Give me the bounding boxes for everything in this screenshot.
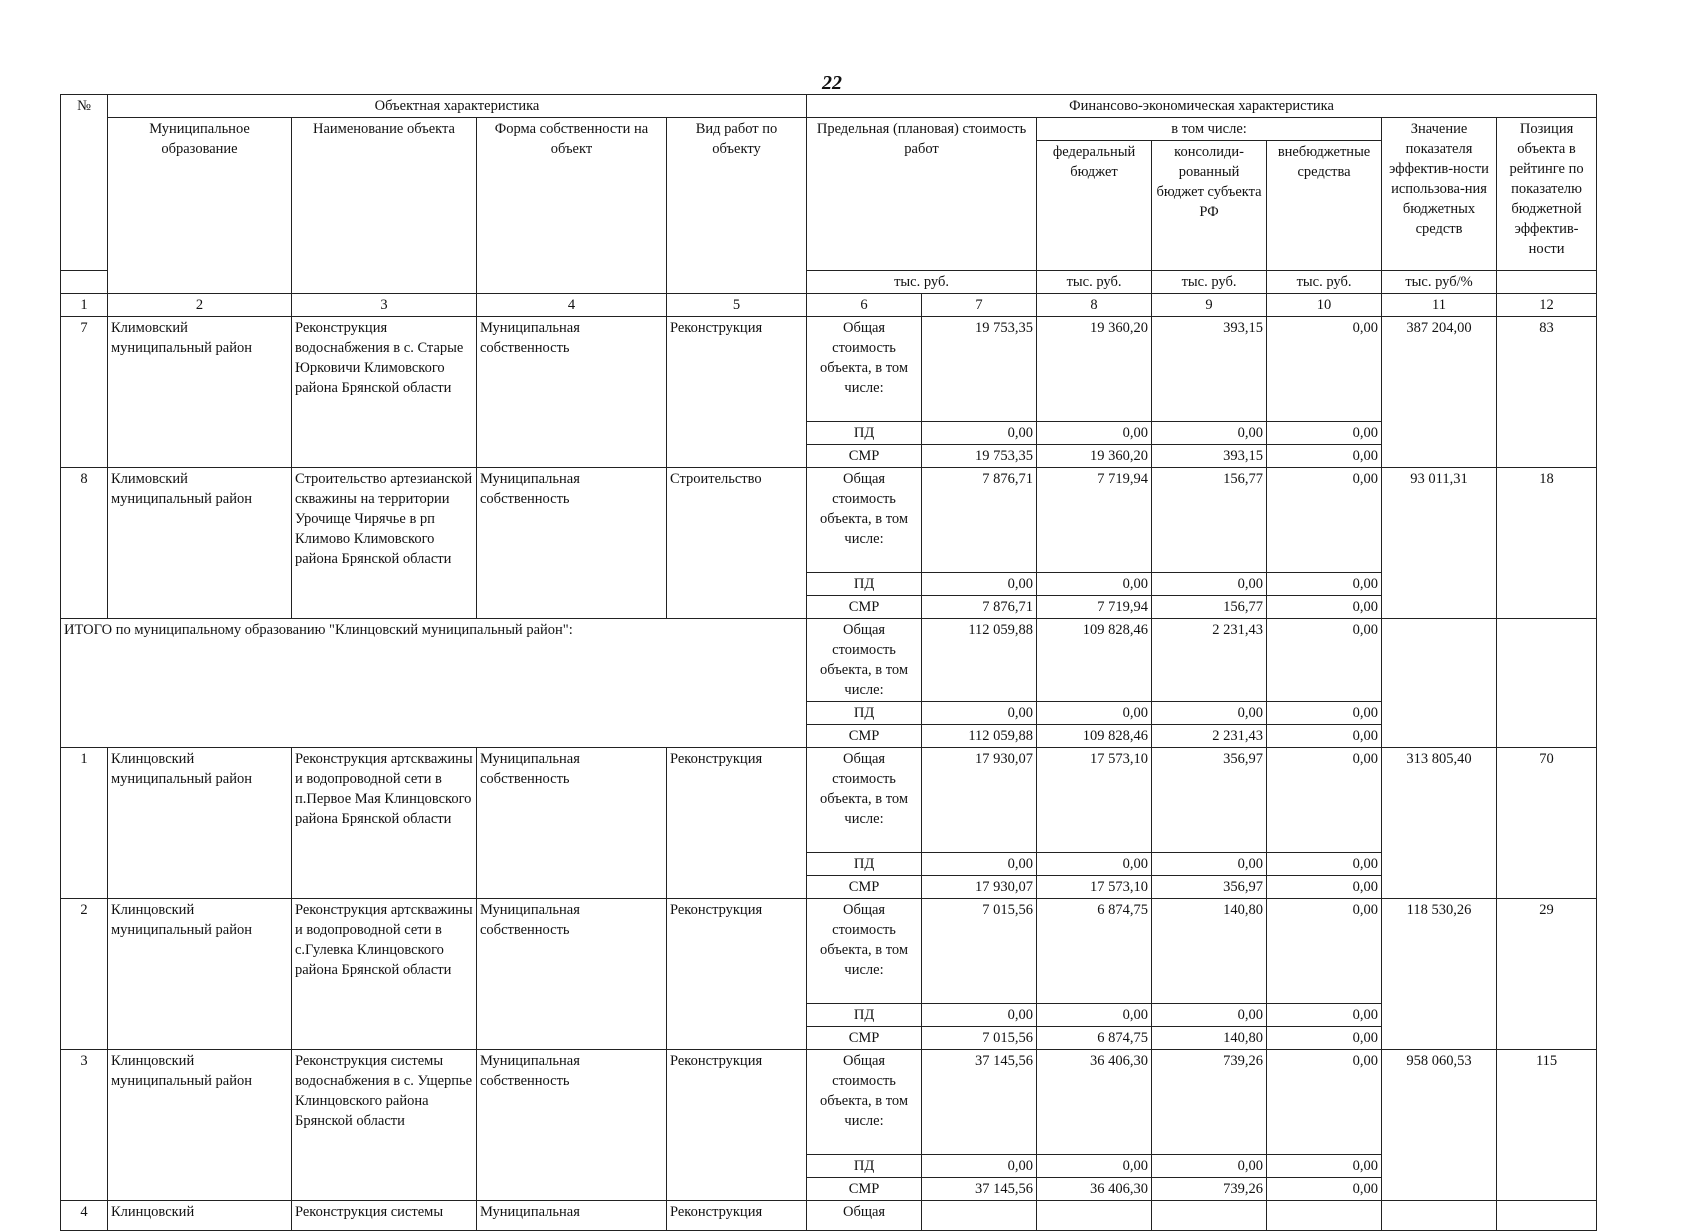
subtotal-smr-value: 2 231,43 — [1152, 725, 1267, 748]
header-financial-characteristics: Финансово-экономическая характеристика — [807, 95, 1597, 118]
smr-value: 37 145,56 — [922, 1178, 1037, 1201]
object-name: Реконструкция водоснабжения в с. Старые Юрковичи Климовского района Брянской области — [292, 317, 477, 468]
header-municipality: Муниципальное образование — [108, 118, 292, 294]
total-value: 0,00 — [1267, 468, 1382, 573]
empty-cell — [922, 1201, 1037, 1231]
total-cost-label: Общая стоимость объекта, в том числе: — [807, 899, 922, 1004]
column-number-row — [61, 294, 1597, 317]
total-value: 7 719,94 — [1037, 468, 1152, 573]
unit-position — [1497, 271, 1597, 294]
table-body-klintsovsky — [61, 748, 1597, 1201]
header-no-continued — [61, 271, 108, 294]
work-type: Реконструкция — [667, 899, 807, 1050]
empty-cell — [1497, 1201, 1597, 1231]
table-row — [61, 899, 1597, 1004]
header-ownership: Форма собственности на объект — [477, 118, 667, 294]
total-value: 0,00 — [1267, 899, 1382, 1004]
smr-value: 0,00 — [1267, 445, 1382, 468]
pd-value: 0,00 — [1037, 853, 1152, 876]
subtotal-total-value: 2 231,43 — [1152, 619, 1267, 702]
smr-value: 7 719,94 — [1037, 596, 1152, 619]
header-federal: федеральный бюджет — [1037, 141, 1152, 271]
col-number: 8 — [1037, 294, 1152, 317]
header-including: в том числе: — [1037, 118, 1382, 141]
subtotal-label: ИТОГО по муниципальному образованию "Клинцовский муниципальный район": — [61, 619, 807, 748]
unit-federal: тыс. руб. — [1037, 271, 1152, 294]
header-consolidated: консолиди-рованный бюджет субъекта РФ — [1152, 141, 1267, 271]
total-value: 393,15 — [1152, 317, 1267, 422]
table-row — [61, 1050, 1597, 1155]
smr-value: 393,15 — [1152, 445, 1267, 468]
header-position: Позиция объекта в рейтинге по показателю бюджетной эффектив-ности — [1497, 118, 1597, 271]
smr-value: 19 360,20 — [1037, 445, 1152, 468]
pd-value: 0,00 — [1152, 573, 1267, 596]
total-cost-label: Общая стоимость объекта, в том числе: — [807, 468, 922, 573]
pd-value: 0,00 — [922, 1004, 1037, 1027]
row-number: 7 — [61, 317, 108, 468]
smr-value: 6 874,75 — [1037, 1027, 1152, 1050]
subtotal-smr-value: 0,00 — [1267, 725, 1382, 748]
ownership: Муниципальная — [477, 1201, 667, 1231]
ownership: Муниципальная собственность — [477, 1050, 667, 1201]
ownership: Муниципальная собственность — [477, 748, 667, 899]
rating-position: 83 — [1497, 317, 1597, 468]
smr-label: СМР — [807, 596, 922, 619]
header-row-2 — [61, 118, 1597, 141]
pd-label: ПД — [807, 853, 922, 876]
total-value: 17 930,07 — [922, 748, 1037, 853]
page-number: 22 — [822, 72, 842, 94]
smr-value: 356,97 — [1152, 876, 1267, 899]
row-number: 3 — [61, 1050, 108, 1201]
subtotal-total-value: 112 059,88 — [922, 619, 1037, 702]
header-object-name: Наименование объекта — [292, 118, 477, 294]
subtotal-efficiency-empty — [1382, 619, 1497, 748]
header-extrabudget: внебюджетные средства — [1267, 141, 1382, 271]
col-number: 10 — [1267, 294, 1382, 317]
pd-value: 0,00 — [1152, 853, 1267, 876]
smr-value: 0,00 — [1267, 1178, 1382, 1201]
total-value: 19 360,20 — [1037, 317, 1152, 422]
pd-value: 0,00 — [1267, 1004, 1382, 1027]
col-number: 11 — [1382, 294, 1497, 317]
total-cost-label: Общая — [807, 1201, 922, 1231]
pd-label: ПД — [807, 573, 922, 596]
total-value: 156,77 — [1152, 468, 1267, 573]
col-number: 5 — [667, 294, 807, 317]
table-row — [61, 317, 1597, 422]
rating-position: 70 — [1497, 748, 1597, 899]
efficiency-value: 958 060,53 — [1382, 1050, 1497, 1201]
smr-value: 36 406,30 — [1037, 1178, 1152, 1201]
municipality: Клинцовский муниципальный район — [108, 748, 292, 899]
smr-value: 156,77 — [1152, 596, 1267, 619]
total-value: 0,00 — [1267, 317, 1382, 422]
total-value: 37 145,56 — [922, 1050, 1037, 1155]
table-body-klimovsky — [61, 317, 1597, 619]
subtotal-smr-value: 109 828,46 — [1037, 725, 1152, 748]
smr-value: 7 015,56 — [922, 1027, 1037, 1050]
smr-value: 0,00 — [1267, 1027, 1382, 1050]
total-value: 19 753,35 — [922, 317, 1037, 422]
work-type: Реконструкция — [667, 317, 807, 468]
table-row — [61, 468, 1597, 573]
pd-value: 0,00 — [922, 422, 1037, 445]
pd-value: 0,00 — [922, 573, 1037, 596]
table-row — [61, 748, 1597, 853]
smr-label: СМР — [807, 725, 922, 748]
subtotal-row — [61, 619, 1597, 702]
smr-label: СМР — [807, 1027, 922, 1050]
total-value: 7 015,56 — [922, 899, 1037, 1004]
pd-value: 0,00 — [1037, 422, 1152, 445]
total-value: 0,00 — [1267, 748, 1382, 853]
object-name: Реконструкция системы водоснабжения в с. Ущерпье Клинцовского района Брянской области — [292, 1050, 477, 1201]
smr-value: 17 573,10 — [1037, 876, 1152, 899]
smr-value: 7 876,71 — [922, 596, 1037, 619]
pd-value: 0,00 — [1037, 573, 1152, 596]
ownership: Муниципальная собственность — [477, 899, 667, 1050]
row-number: 4 — [61, 1201, 108, 1231]
table-row-partial — [61, 1201, 1597, 1231]
col-number: 6 — [807, 294, 922, 317]
work-type: Строительство — [667, 468, 807, 619]
total-cost-label: Общая стоимость объекта, в том числе: — [807, 619, 922, 702]
pd-value: 0,00 — [1267, 1155, 1382, 1178]
smr-value: 140,80 — [1152, 1027, 1267, 1050]
efficiency-value: 387 204,00 — [1382, 317, 1497, 468]
header-row-1 — [61, 95, 1597, 118]
total-value: 6 874,75 — [1037, 899, 1152, 1004]
empty-cell — [1037, 1201, 1152, 1231]
municipality: Клинцовский — [108, 1201, 292, 1231]
header-efficiency: Значение показателя эффектив-ности использова-ния бюджетных средств — [1382, 118, 1497, 271]
object-name: Строительство артезианской скважины на территории Урочище Чирячье в рп Климово Климовского района Брянской области — [292, 468, 477, 619]
unit-extrabudget: тыс. руб. — [1267, 271, 1382, 294]
row-number: 2 — [61, 899, 108, 1050]
total-value: 7 876,71 — [922, 468, 1037, 573]
subtotal-body — [61, 619, 1597, 748]
unit-consolidated: тыс. руб. — [1152, 271, 1267, 294]
work-type: Реконструкция — [667, 1050, 807, 1201]
subtotal-total-value: 0,00 — [1267, 619, 1382, 702]
pd-value: 0,00 — [922, 1155, 1037, 1178]
col-number: 4 — [477, 294, 667, 317]
object-name: Реконструкция системы — [292, 1201, 477, 1231]
budget-efficiency-table — [60, 94, 1597, 1231]
total-value: 140,80 — [1152, 899, 1267, 1004]
unit-limit-cost: тыс. руб. — [807, 271, 1037, 294]
pd-value: 0,00 — [922, 853, 1037, 876]
efficiency-value: 118 530,26 — [1382, 899, 1497, 1050]
pd-label: ПД — [807, 1155, 922, 1178]
smr-value: 739,26 — [1152, 1178, 1267, 1201]
object-name: Реконструкция артскважины и водопроводной сети в с.Гулевка Клинцовского района Брянской области — [292, 899, 477, 1050]
pd-value: 0,00 — [1152, 1004, 1267, 1027]
total-value: 0,00 — [1267, 1050, 1382, 1155]
rating-position: 29 — [1497, 899, 1597, 1050]
pd-value: 0,00 — [1267, 422, 1382, 445]
pd-label: ПД — [807, 422, 922, 445]
empty-cell — [1267, 1201, 1382, 1231]
smr-value: 0,00 — [1267, 596, 1382, 619]
col-number: 2 — [108, 294, 292, 317]
partial-row-body — [61, 1201, 1597, 1231]
total-cost-label: Общая стоимость объекта, в том числе: — [807, 748, 922, 853]
municipality: Клинцовский муниципальный район — [108, 1050, 292, 1201]
municipality: Климовский муниципальный район — [108, 317, 292, 468]
subtotal-pd-value: 0,00 — [1037, 702, 1152, 725]
unit-efficiency: тыс. руб/% — [1382, 271, 1497, 294]
col-number: 9 — [1152, 294, 1267, 317]
pd-value: 0,00 — [1267, 853, 1382, 876]
header-object-characteristics: Объектная характеристика — [108, 95, 807, 118]
subtotal-total-value: 109 828,46 — [1037, 619, 1152, 702]
pd-value: 0,00 — [1152, 422, 1267, 445]
smr-value: 19 753,35 — [922, 445, 1037, 468]
efficiency-value: 313 805,40 — [1382, 748, 1497, 899]
smr-label: СМР — [807, 1178, 922, 1201]
empty-cell — [1152, 1201, 1267, 1231]
smr-value: 17 930,07 — [922, 876, 1037, 899]
col-number: 1 — [61, 294, 108, 317]
subtotal-pd-value: 0,00 — [1267, 702, 1382, 725]
pd-value: 0,00 — [1267, 573, 1382, 596]
header-no: № — [61, 95, 108, 271]
ownership: Муниципальная собственность — [477, 468, 667, 619]
smr-label: СМР — [807, 445, 922, 468]
subtotal-pd-value: 0,00 — [922, 702, 1037, 725]
pd-value: 0,00 — [1037, 1004, 1152, 1027]
col-number: 12 — [1497, 294, 1597, 317]
rating-position: 18 — [1497, 468, 1597, 619]
row-number: 1 — [61, 748, 108, 899]
total-cost-label: Общая стоимость объекта, в том числе: — [807, 1050, 922, 1155]
total-value: 356,97 — [1152, 748, 1267, 853]
pd-label: ПД — [807, 1004, 922, 1027]
object-name: Реконструкция артскважины и водопроводной сети в п.Первое Мая Клинцовского района Брянской области — [292, 748, 477, 899]
total-value: 17 573,10 — [1037, 748, 1152, 853]
pd-label: ПД — [807, 702, 922, 725]
efficiency-value: 93 011,31 — [1382, 468, 1497, 619]
subtotal-position-empty — [1497, 619, 1597, 748]
smr-label: СМР — [807, 876, 922, 899]
row-number: 8 — [61, 468, 108, 619]
rating-position: 115 — [1497, 1050, 1597, 1201]
pd-value: 0,00 — [1037, 1155, 1152, 1178]
header-work-type: Вид работ по объекту — [667, 118, 807, 294]
work-type: Реконструкция — [667, 748, 807, 899]
subtotal-smr-value: 112 059,88 — [922, 725, 1037, 748]
total-value: 739,26 — [1152, 1050, 1267, 1155]
pd-value: 0,00 — [1152, 1155, 1267, 1178]
col-number: 7 — [922, 294, 1037, 317]
total-cost-label: Общая стоимость объекта, в том числе: — [807, 317, 922, 422]
col-number: 3 — [292, 294, 477, 317]
municipality: Климовский муниципальный район — [108, 468, 292, 619]
smr-value: 0,00 — [1267, 876, 1382, 899]
total-value: 36 406,30 — [1037, 1050, 1152, 1155]
header-limit-cost: Предельная (плановая) стоимость работ — [807, 118, 1037, 271]
municipality: Клинцовский муниципальный район — [108, 899, 292, 1050]
empty-cell — [1382, 1201, 1497, 1231]
work-type: Реконструкция — [667, 1201, 807, 1231]
subtotal-pd-value: 0,00 — [1152, 702, 1267, 725]
ownership: Муниципальная собственность — [477, 317, 667, 468]
